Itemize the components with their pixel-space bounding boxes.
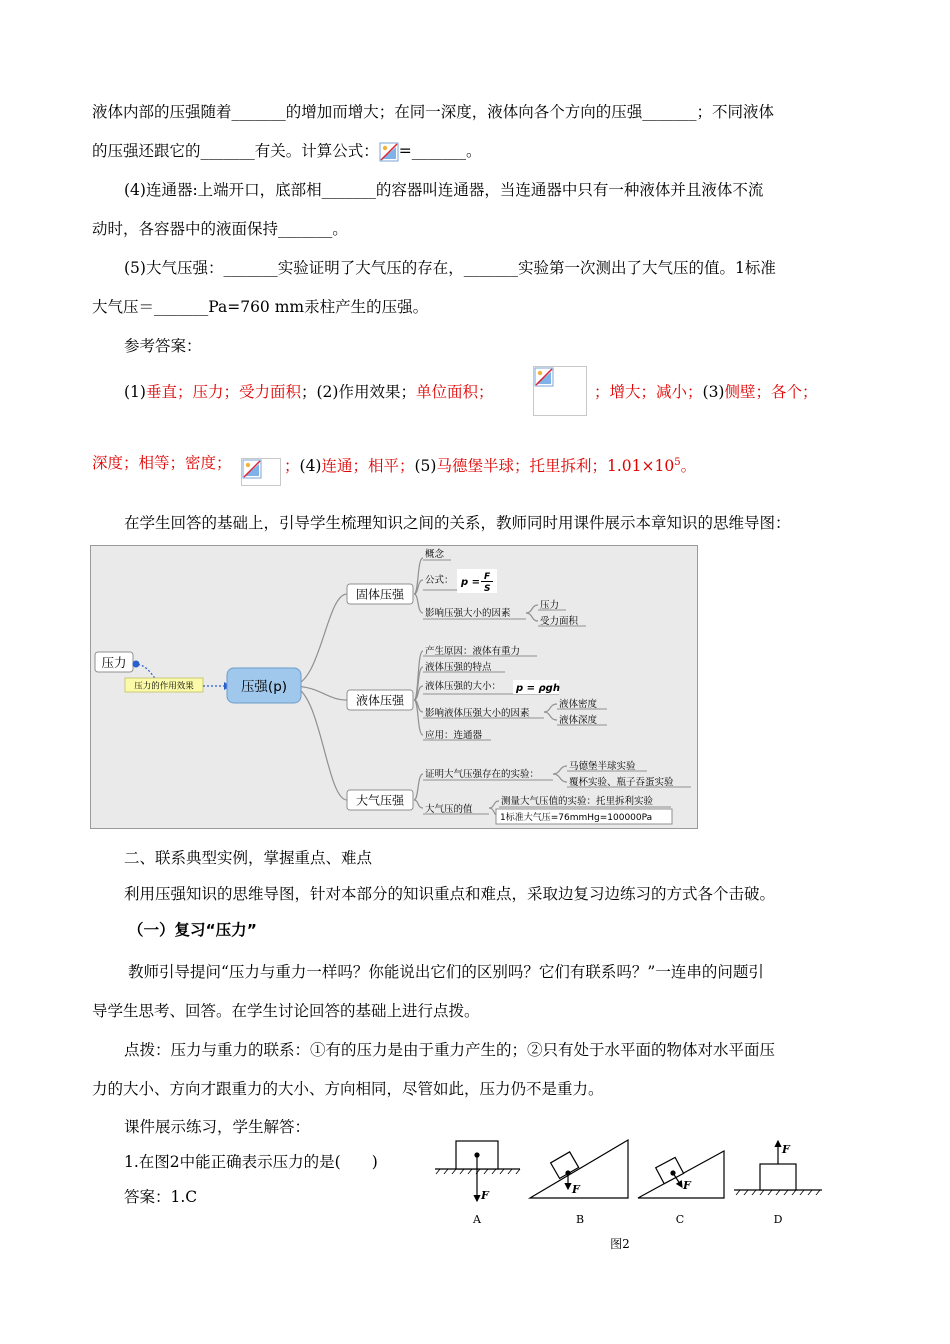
answer-2-p2: (5) [414, 457, 437, 476]
leaf-density: 液体密度 [559, 699, 598, 710]
answer-line-1-tail [594, 382, 818, 402]
text-line-5: (5)大气压强：_______实验证明了大气压的存在，_______实验第一次测出了大气压的值。1标准 [124, 259, 776, 277]
option-label-a: A [473, 1213, 481, 1226]
text-line-6: 大气压＝_______Pa=760 mm汞柱产生的压强。 [92, 298, 429, 316]
guide-text: 在学生回答的基础上，引导学生梳理知识之间的关系，教师同时用课件展示本章知识的思维导图： [124, 514, 791, 532]
tip-text-b: 力的大小、方向才跟重力的大小、方向相同，尽管如此，压力仍不是重力。 [92, 1080, 604, 1098]
figure-option-a [435, 1141, 520, 1201]
leaf-liquid-factors: 影响液体压强大小的因素 [425, 708, 530, 719]
figure-option-c [638, 1151, 724, 1198]
figure-option-d [734, 1141, 822, 1195]
leaf-standard-atm: 1标准大气压=76mmHg=100000Pa [500, 813, 653, 823]
answer-1-r3: ；增大；减小； [594, 383, 703, 401]
formula-image-icon [241, 458, 281, 486]
leaf-concept: 概念 [425, 549, 445, 560]
solid-formula-num: F [484, 572, 491, 582]
formula-image-icon [379, 142, 399, 162]
answer-1-p3: (3) [702, 383, 725, 401]
tip-text-a: 点拨：压力与重力的联系：①有的压力是由于重力产生的；②只有处于水平面的物体对水平面压 [124, 1041, 776, 1059]
option-label-d: D [773, 1213, 783, 1226]
text-line-2-b: =_______。 [398, 142, 482, 160]
leaf-solid-factors: 影响压强大小的因素 [425, 608, 511, 619]
answer-line-2-tail [284, 453, 696, 476]
force-label-c: F [683, 1179, 691, 1192]
answer-2-r1: 深度；相等；密度； [92, 454, 232, 472]
exercise-intro: 课件展示练习，学生解答： [124, 1118, 311, 1136]
mind-map-center-text: 压强(p) [240, 679, 288, 695]
question-text-a: 教师引导提问“压力与重力一样吗？你能说出它们的区别吗？它们有联系吗？”一连串的问题引 [128, 963, 764, 981]
leaf-cause: 产生原因：液体有重力 [425, 646, 521, 657]
answer-1-r4: 侧壁；各个； [724, 383, 818, 401]
leaf-force: 压力 [540, 600, 560, 611]
answer-2-p3: 1.01×10 [606, 457, 675, 476]
text-line-3: (4)连通器:上端开口，底部相_______的容器叫连通器，当连通器中只有一种液体并且液体不流 [124, 181, 764, 199]
leaf-depth: 液体深度 [559, 715, 598, 726]
node-liquid-pressure-text: 液体压强 [355, 693, 405, 708]
subsection-1-title: （一）复习“压力” [128, 921, 257, 939]
text-line-4: 动时，各容器中的液面保持_______。 [92, 220, 348, 238]
answer-line-1 [124, 382, 493, 402]
solid-formula-den: S [484, 584, 491, 594]
force-label-d: F [782, 1143, 790, 1156]
answer-2-r4: 马德堡半球；托里拆利； [436, 457, 607, 476]
answer-2-p4: 。 [680, 457, 697, 476]
leaf-features: 液体压强的特点 [425, 662, 492, 673]
mind-map-link-text: 压力的作用效果 [134, 681, 194, 692]
answer-2-r3: 连通；相平； [321, 457, 415, 476]
mind-map-canvas [91, 546, 697, 828]
force-label-b: F [572, 1183, 580, 1196]
option-label-b: B [575, 1213, 585, 1226]
answer-2-p1: (4) [299, 457, 322, 476]
answer-1: 答案：1.C [124, 1188, 198, 1206]
leaf-torricelli: 测量大气压值的实验：托里拆利实验 [501, 796, 654, 807]
leaf-area: 受力面积 [540, 616, 579, 627]
answer-1-r2: 单位面积； [415, 383, 494, 401]
text-line-2 [92, 141, 482, 162]
option-label-c: C [675, 1213, 685, 1226]
answer-1-p1: (1) [124, 383, 146, 401]
mind-map [90, 545, 698, 829]
force-label-a: F [481, 1189, 489, 1202]
text-line-1: 液体内部的压强随着_______的增加而增大；在同一深度，液体向各个方向的压强_______；不同液体 [92, 103, 775, 121]
section-2-body: 利用压强知识的思维导图，针对本部分的知识重点和难点，采取边复习边练习的方式各个击破。 [124, 885, 776, 903]
answer-1-p2: ；(2)作用效果； [300, 383, 416, 401]
node-atmospheric-pressure-text: 大气压强 [355, 793, 405, 808]
leaf-cup-egg: 覆杯实验、瓶子吞蛋实验 [569, 777, 674, 788]
node-solid-pressure-text: 固体压强 [355, 587, 405, 602]
question-text-b: 导学生思考、回答。在学生讨论回答的基础上进行点拨。 [92, 1002, 480, 1020]
answer-1-r1: 垂直；压力；受力面积 [145, 383, 301, 401]
figure-2 [430, 1135, 830, 1255]
figure-caption: 图2 [610, 1237, 630, 1251]
formula-image-icon [533, 366, 587, 416]
section-2-title: 二、联系典型实例，掌握重点、难点 [124, 849, 373, 867]
question-1: 1.在图2中能正确表示压力的是( ) [124, 1153, 378, 1171]
solid-formula-p: p = [461, 577, 481, 588]
reference-title: 参考答案： [124, 337, 202, 355]
leaf-application: 应用：连通器 [425, 730, 483, 741]
answer-2-sup: 5 [674, 457, 681, 468]
mind-map-left-text: 压力 [101, 655, 127, 670]
liquid-formula: p = ρgh [516, 683, 560, 694]
leaf-atm-value: 大气压的值 [425, 804, 473, 815]
leaf-prove-exp: 证明大气压强存在的实验： [425, 769, 540, 780]
answer-line-2 [92, 453, 232, 473]
text-line-2-a: 的压强还跟它的_______有关。计算公式： [92, 142, 379, 160]
leaf-magdeburg: 马德堡半球实验 [569, 761, 636, 772]
leaf-formula: 公式： [425, 575, 454, 586]
answer-2-r2: ； [284, 457, 300, 476]
leaf-magnitude: 液体压强的大小： [425, 681, 502, 692]
